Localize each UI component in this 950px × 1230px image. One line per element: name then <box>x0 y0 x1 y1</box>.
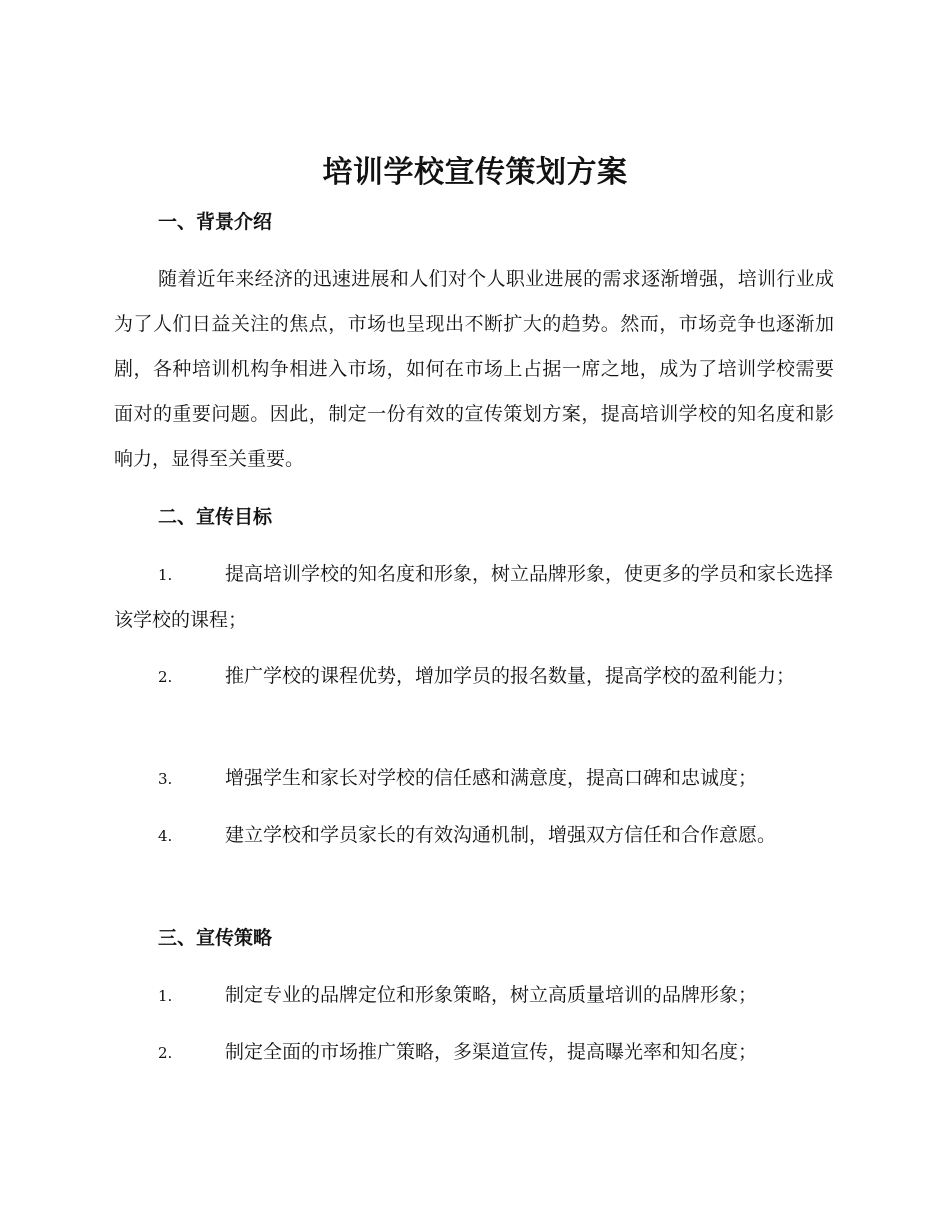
goal-item-4 <box>114 813 834 859</box>
strategy-item-1 <box>114 973 834 1019</box>
background-paragraph: 随着近年来经济的迅速进展和人们对个人职业进展的需求逐渐增强，培训行业成为了人们日益关注的焦点，市场也呈现出不断扩大的趋势。然而，市场竞争也逐渐加剧，各种培训机构争相进入市场，如何在市场上占据一席之地，成为了培训学校需要面对的重要问题。因此，制定一份有效的宣传策划方案，提高培训学校的知名度和影响力，显得至关重要。 <box>114 268 834 470</box>
goal-item-2 <box>114 654 834 700</box>
strategy-item-2 <box>114 1030 834 1076</box>
list-item-text: 建立学校和学员家长的有效沟通机制，增强双方信任和合作意愿。 <box>225 824 777 846</box>
section-heading-goals: 二、宣传目标 <box>158 506 273 528</box>
document-title: 培训学校宣传策划方案 <box>322 155 628 190</box>
section-heading-strategy: 三、宣传策略 <box>158 927 273 949</box>
section-heading-background: 一、背景介绍 <box>158 211 273 233</box>
list-number: 4. <box>158 827 173 845</box>
list-item-text: 制定专业的品牌定位和形象策略，树立高质量培训的品牌形象； <box>225 984 758 1006</box>
list-item-text: 推广学校的课程优势，增加学员的报名数量，提高学校的盈利能力； <box>225 665 796 687</box>
list-number: 1. <box>158 566 173 584</box>
goal-item-3 <box>114 756 834 802</box>
list-item-text: 提高培训学校的知名度和形象，树立品牌形象，使更多的学员和家长选择该学校的课程； <box>114 563 834 631</box>
list-number: 2. <box>158 1044 173 1062</box>
list-number: 2. <box>158 668 173 686</box>
list-number: 3. <box>158 770 173 788</box>
list-number: 1. <box>158 987 173 1005</box>
list-item-text: 制定全面的市场推广策略，多渠道宣传，提高曝光率和知名度； <box>225 1041 758 1063</box>
list-item-text: 增强学生和家长对学校的信任感和满意度，提高口碑和忠诚度； <box>225 767 758 789</box>
goal-item-1 <box>114 552 834 643</box>
